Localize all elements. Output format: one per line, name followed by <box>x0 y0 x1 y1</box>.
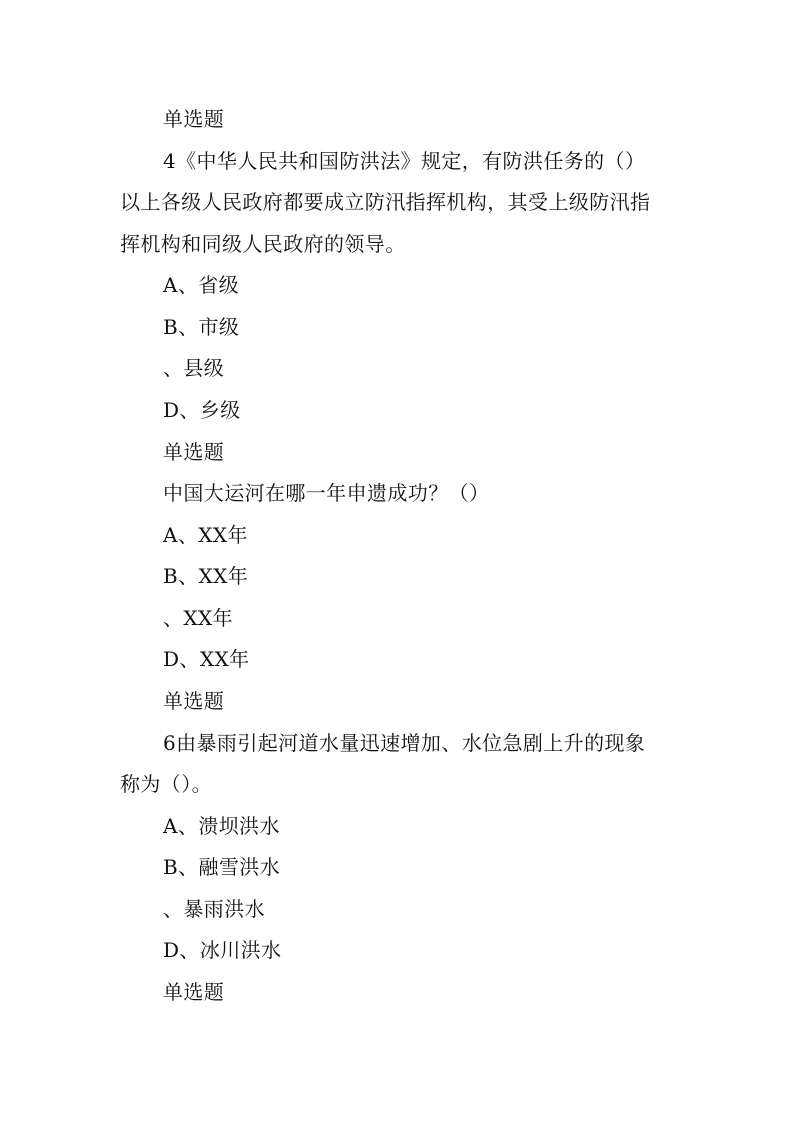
answer-option: A、省级 <box>163 273 240 297</box>
answer-option: 、县级 <box>163 356 225 380</box>
question-type-label: 单选题 <box>163 440 225 464</box>
answer-option: 、XX年 <box>163 606 234 630</box>
question-text-line: 称为（）。 <box>120 772 212 796</box>
question-type-label: 单选题 <box>163 980 225 1004</box>
answer-option: B、融雪洪水 <box>163 855 281 879</box>
answer-option: A、溃坝洪水 <box>163 814 280 838</box>
question-text-line: 4《中华人民共和国防洪法》规定，有防洪任务的（） <box>163 149 646 173</box>
answer-option: D、冰川洪水 <box>163 938 282 962</box>
answer-option: B、市级 <box>163 315 240 339</box>
answer-option: A、XX年 <box>163 523 248 547</box>
question-type-label: 单选题 <box>163 107 225 131</box>
question-text-line: 挥机构和同级人民政府的领导。 <box>120 232 406 256</box>
answer-option: 、暴雨洪水 <box>163 897 265 921</box>
answer-option: B、XX年 <box>163 564 249 588</box>
answer-option: D、XX年 <box>163 647 250 671</box>
question-type-label: 单选题 <box>163 689 225 713</box>
answer-option: D、乡级 <box>163 398 241 422</box>
question-text-line: 6由暴雨引起河道水量迅速增加、水位急剧上升的现象 <box>163 731 646 755</box>
question-text-line: 中国大运河在哪一年申遗成功？（） <box>163 481 490 505</box>
question-text-line: 以上各级人民政府都要成立防汛指挥机构，其受上级防汛指 <box>120 190 651 214</box>
